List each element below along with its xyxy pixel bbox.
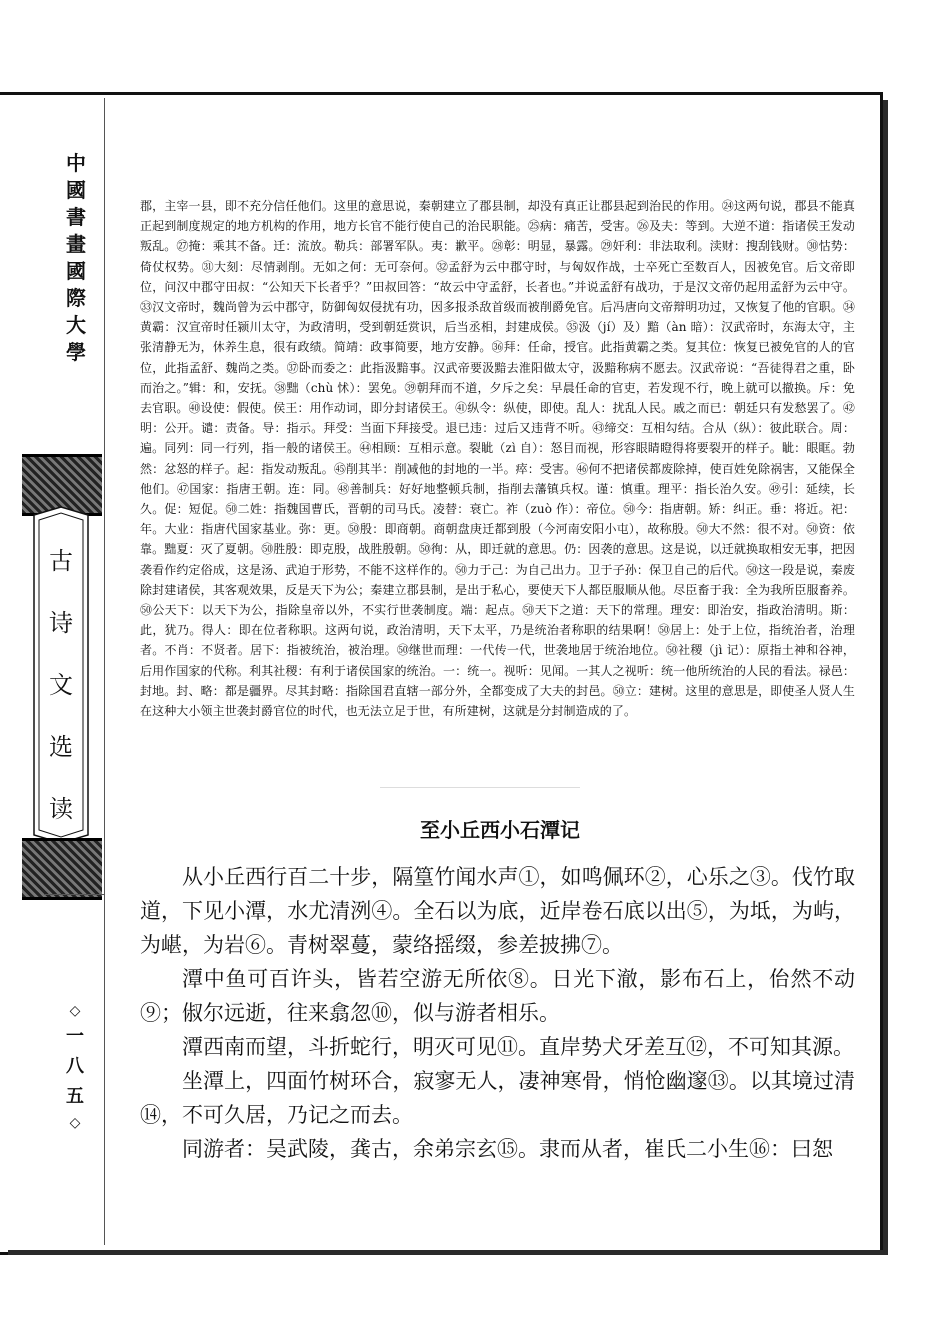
essay-paragraph: 坐潭上，四面竹树环合，寂寥无人，凄神寒骨，悄怆幽邃⑬。以其境过清⑭，不可久居，乃记之而去。 (140, 1069, 855, 1127)
book-title-plaque (26, 505, 96, 845)
page-number (60, 1000, 90, 1134)
decorative-band-bottom (22, 838, 102, 900)
sidebar-rule (44, 894, 104, 895)
frame-shadow-bottom (8, 1250, 888, 1255)
frame-shadow-right (883, 100, 888, 1254)
univ-char: 大 (66, 313, 86, 337)
univ-char: 書 (66, 205, 86, 229)
univ-char: 國 (66, 178, 86, 202)
univ-char: 學 (66, 340, 86, 364)
page-number-char: 一 (66, 1026, 84, 1047)
essay-paragraph: 潭中鱼可百许头，皆若空游无所依⑧。日光下澈，影布石上，佁然不动⑨；俶尔远逝，往来翕忽⑩，似与游者相乐。 (140, 967, 855, 1025)
essay-paragraph: 潭西南而望，斗折蛇行，明灭可见⑪。直岸势犬牙差互⑫，不可知其源。 (182, 1035, 854, 1059)
title-char: 诗 (49, 609, 73, 637)
page-number-char: 五 (66, 1086, 84, 1107)
diamond-icon: ◇ (69, 1115, 81, 1131)
book-title (26, 530, 96, 840)
title-char: 文 (49, 671, 73, 699)
univ-char: 中 (66, 151, 86, 175)
title-char: 读 (49, 795, 73, 823)
essay-title: 至小丘西小石潭记 (420, 818, 580, 842)
page-number-char: 八 (66, 1056, 84, 1077)
essay-paragraph: 同游者：吴武陵，龚古，余弟宗玄⑮。隶而从者，崔氏二小生⑯：曰恕 (182, 1137, 833, 1161)
title-char: 古 (49, 547, 73, 575)
univ-char: 國 (66, 259, 86, 283)
essay-body (140, 860, 855, 1166)
annotations-block (140, 196, 855, 721)
sidebar-divider (104, 98, 105, 1245)
annotations-text: 郡，主宰一县，即不充分信任他们。这里的意思说，秦朝建立了郡县制，却没有真正让郡县起到治民的作用。㉔这两句说，郡县不能真正起到制度规定的地方机构的作用，地方长官不能行使自己的治民职能。㉕病：痛苦，受害。㉖及夫：等到。大逆不道：指诸侯王发动叛乱。㉗掩：乘其不备。迁：流放。勒兵：部署军队。夷：歉平。㉘彰：明显，暴露。㉙奸利：非法取利。渎财：搜刮钱财。㉚怙势：倚仗权势。㉛大刻：尽情剥削。无如之何：无可奈何。㉜孟舒为云中郡守时，与匈奴作战，士卒死亡至数百人，因被免官。后文帝即位，问汉中郡守田叔：“公知天下长者乎？”田叔回答：“故云中守孟舒，长者也。”并说孟舒有战功，于是汉文帝仍起用孟舒为云中守。㉝汉文帝时，魏尚曾为云中郡守，防御匈奴侵扰有功，因多报杀敌首级而被削爵免官。后冯唐向文帝辩明功过，又恢复了他的官职。㉞黄霸：汉宣帝时任颍川太守，为政清明，受到朝廷赏识，后当丞相，封建成侯。㉟汲（jí）及）黯（àn 暗）：汉武帝时，东海太守，主张清静无为，休养生息，很有政绩。简靖：政事简要，地方安静。㊱拜：任命，授官。此指黄霸之类。复其位：恢复已被免官的人的官位，此指孟舒、魏尚之类。㊲卧而委之：此指汲黯事。汉武帝要汲黯去淮阳做太守，汲黯称病不愿去。汉武帝说：“吾徒得君之重，卧而治之。”辑：和，安抚。㊳黜（chù 怵）：罢免。㊴朝拜而不道，夕斥之矣：早晨任命的官吏，若发现不行，晚上就可以撤换。斥：免去官职。㊵设使：假使。侯王：用作动词，即分封诸侯王。㊶纵令：纵使，即使。乱人：扰乱人民。戚之而已：朝廷只有发愁罢了。㊷明：公开。谴：责备。导：指示。拜受：当面下拜接受。退已违：过后又违背不听。㊸缔交：互相勾结。合从（纵）：彼此联合。周：遍。同列：同一行列，指一般的诸侯王。㊹相顾：互相示意。裂眦（zì 自）：怒目而视，形容眼睛瞪得将要裂开的样子。眦：眼眶。勃然：忿怒的样子。起：指发动叛乱。㊺削其半：削减他的封地的一半。瘁：受害。㊻何不把诸侯都废除掉，使百姓免除祸害，又能保全他们。㊼国家：指唐王朝。连：同。㊽善制兵：好好地整顿兵制，指削去藩镇兵权。谨：慎重。理平：指长治久安。㊾引：延续，长久。促：短促。㊿二姓：指魏国曹氏，晋朝的司马氏。凌替：衰亡。祚（zuò 作）：帝位。㊿今：指唐朝。矫：纠正。垂：将近。祀：年。大业：指唐代国家基业。弥：更。㊿殷：即商朝。商朝盘庚迁都到殷（今河南安阳小屯），故称殷。㊿大不然：很不对。㊿资：依靠。黜夏：灭了夏朝。㊿胜殷：即克殷，战胜殷朝。㊿徇：从，即迁就的意思。仍：因袭的意思。这是说，以迁就换取相安无事，把因袭看作约定俗成，这是汤、武迫于形势，不能不这样作的。㊿力于己：为自己出力。卫于子孙：保卫自己的后代。㊿这一段是说，秦废除封建诸侯，其客观效果，反是天下为公；秦建立郡县制，是出于私心，要使天下人都臣服顺从他。尽臣畜于我：全为我所臣服畜养。㊿公天下：以天下为公，指除皇帝以外，不实行世袭制度。端：起点。㊿天下之道：天下的常理。理安：即治安，指政治清明。斯：此，犹乃。得人：即在位者称职。这两句说，政治清明，天下太平，乃是统治者称职的结果啊！㊿居上：处于上位，指统治者，治理者。不肖：不贤者。居下：指被统治，被治理。㊿继世而理：一代传一代，世袭地居于统治地位。㊿社稷（jì 记）：原指土神和谷神，后用作国家的代称。利其社稷：有利于诸侯国家的统治。一：统一。视听：见闻。一其人之视听：统一他所统治的人民的看法。禄邑：封地。封、略：都是疆界。尽其封略：指除国君直辖一部分外，全都变成了大夫的封邑。㊿立：建树。这里的意思是，即使圣人贤人生在这种大小领主世袭封爵官位的时代，也无法立足于世，有所建树，这就是分封制造成的了。 (140, 199, 855, 719)
univ-char: 際 (66, 286, 86, 310)
diamond-icon: ◇ (69, 1003, 81, 1019)
university-name (62, 150, 90, 366)
title-char: 选 (49, 733, 73, 761)
essay-paragraph: 从小丘西行百二十步，隔篁竹闻水声①，如鸣佩环②，心乐之③。伐竹取道，下见小潭，水尤清洌④。全石以为底，近岸卷石底以出⑤，为坻，为屿，为嵁，为岩⑥。青树翠蔓，蒙络摇缀，参差披拂⑦。 (140, 865, 855, 957)
univ-char: 畫 (66, 232, 86, 256)
section-separator (380, 787, 580, 788)
